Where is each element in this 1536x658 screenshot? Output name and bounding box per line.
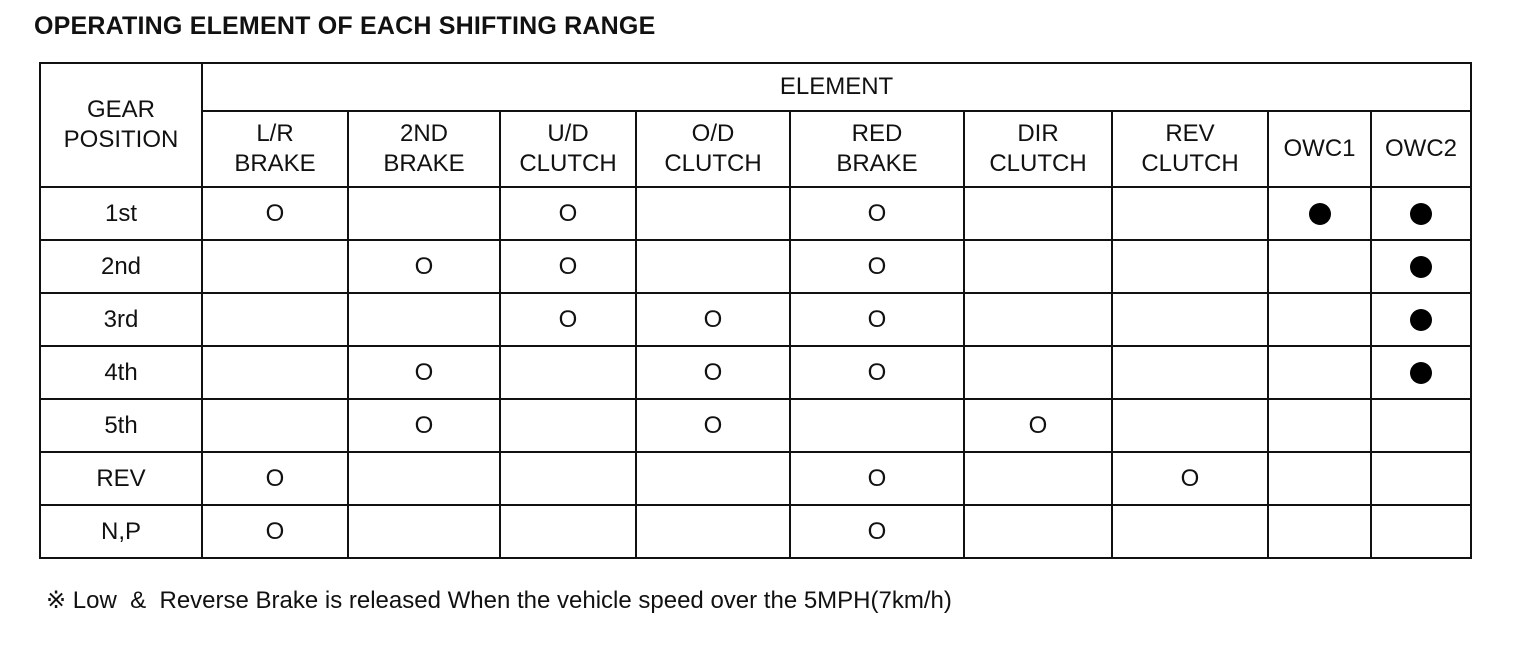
element-cell: [636, 452, 790, 505]
filled-circle-mark: [1410, 362, 1432, 384]
element-cell: [500, 187, 636, 240]
table-row: [40, 505, 1471, 558]
column-header: [348, 111, 500, 187]
table-row: [40, 399, 1471, 452]
element-cell: [202, 240, 348, 293]
gear-cell: 1st: [40, 187, 202, 240]
element-cell: [636, 399, 790, 452]
element-cell: [1112, 293, 1268, 346]
element-cell: [1268, 346, 1371, 399]
engaged-mark: O: [867, 358, 887, 386]
column-header: [1112, 111, 1268, 187]
element-cell: [500, 505, 636, 558]
column-header-line1: 2ND: [399, 120, 448, 147]
element-cell: [348, 452, 500, 505]
engaged-mark: O: [867, 199, 887, 227]
element-cell: [202, 187, 348, 240]
column-header: [500, 111, 636, 187]
element-cell: [790, 346, 964, 399]
column-header-line2: BRAKE: [234, 150, 316, 177]
filled-circle-mark: [1410, 309, 1432, 331]
element-cell: [790, 293, 964, 346]
column-header-line1: O/D: [691, 120, 735, 147]
engaged-mark: O: [414, 358, 434, 386]
gear-cell: N,P: [40, 505, 202, 558]
engaged-mark: O: [703, 411, 723, 439]
element-cell: [348, 293, 500, 346]
element-cell: [1371, 452, 1471, 505]
element-cell: [1371, 505, 1471, 558]
engaged-mark: O: [703, 305, 723, 333]
column-header-line1: DIR: [1017, 120, 1059, 147]
column-header-line1: OWC1: [1283, 135, 1356, 162]
element-cell: [1112, 187, 1268, 240]
element-cell: [1371, 293, 1471, 346]
element-cell: [500, 399, 636, 452]
column-header: [636, 111, 790, 187]
element-cell: [1112, 346, 1268, 399]
column-header-line1: U/D: [547, 120, 589, 147]
column-header-line2: BRAKE: [383, 150, 465, 177]
engaged-mark: O: [265, 464, 285, 492]
element-cell: [1371, 240, 1471, 293]
element-cell: [1268, 187, 1371, 240]
engaged-mark: O: [867, 305, 887, 333]
element-cell: [636, 240, 790, 293]
element-cell: [636, 187, 790, 240]
column-header-line2: BRAKE: [836, 150, 918, 177]
element-cell: [202, 293, 348, 346]
element-cell: [964, 505, 1112, 558]
element-cell: [202, 346, 348, 399]
element-cell: [964, 399, 1112, 452]
table-row: [40, 346, 1471, 399]
element-cell: [500, 240, 636, 293]
element-cell: [202, 399, 348, 452]
gear-cell: 4th: [40, 346, 202, 399]
element-cell: [636, 505, 790, 558]
filled-circle-mark: [1410, 203, 1432, 225]
element-cell: [202, 505, 348, 558]
column-header-line1: OWC2: [1385, 135, 1458, 162]
element-cell: [790, 240, 964, 293]
gear-cell: 2nd: [40, 240, 202, 293]
column-header: [1268, 111, 1371, 187]
gear-cell: 5th: [40, 399, 202, 452]
engaged-mark: O: [867, 517, 887, 545]
column-header-line2: CLUTCH: [1141, 150, 1239, 177]
column-header-line2: CLUTCH: [519, 150, 617, 177]
engaged-mark: O: [558, 305, 578, 333]
element-cell: [348, 240, 500, 293]
footnote: ※ Low & Reverse Brake is released When the vehicle speed over the 5MPH(7km/h): [46, 587, 952, 614]
column-header-line1: RED: [851, 120, 903, 147]
engaged-mark: O: [265, 199, 285, 227]
column-header-line1: L/R: [256, 120, 294, 147]
column-header: [964, 111, 1112, 187]
engaged-mark: O: [1180, 464, 1200, 492]
filled-circle-mark: [1309, 203, 1331, 225]
element-cell: [964, 240, 1112, 293]
element-cell: [1371, 187, 1471, 240]
element-cell: [1268, 505, 1371, 558]
element-cell: [500, 452, 636, 505]
element-cell: [1268, 293, 1371, 346]
engaged-mark: O: [265, 517, 285, 545]
element-cell: [790, 187, 964, 240]
element-cell: [1112, 399, 1268, 452]
element-cell: [500, 346, 636, 399]
element-cell: [1268, 399, 1371, 452]
table-row: [40, 187, 1471, 240]
engaged-mark: O: [1028, 411, 1048, 439]
element-cell: [348, 505, 500, 558]
column-header-line1: REV: [1165, 120, 1215, 147]
element-cell: [1268, 240, 1371, 293]
table-row: [40, 293, 1471, 346]
element-cell: [964, 293, 1112, 346]
element-cell: [1112, 240, 1268, 293]
element-cell: [790, 399, 964, 452]
element-cell: [964, 346, 1112, 399]
engaged-mark: O: [558, 199, 578, 227]
element-cell: [964, 187, 1112, 240]
filled-circle-mark: [1410, 256, 1432, 278]
element-cell: [1371, 346, 1471, 399]
element-cell: [1371, 399, 1471, 452]
gear-cell: REV: [40, 452, 202, 505]
element-cell: [348, 187, 500, 240]
element-cell: [1112, 505, 1268, 558]
engaged-mark: O: [867, 464, 887, 492]
engaged-mark: O: [867, 252, 887, 280]
gear-cell: 3rd: [40, 293, 202, 346]
engaged-mark: O: [414, 411, 434, 439]
column-header: [1371, 111, 1471, 187]
element-cell: [790, 505, 964, 558]
element-cell: [964, 452, 1112, 505]
element-cell: [202, 452, 348, 505]
element-cell: [348, 399, 500, 452]
element-cell: [348, 346, 500, 399]
engaged-mark: O: [414, 252, 434, 280]
column-header: [790, 111, 964, 187]
table-row: [40, 452, 1471, 505]
column-header: [202, 111, 348, 187]
element-cell: [500, 293, 636, 346]
element-cell: [636, 293, 790, 346]
element-cell: [636, 346, 790, 399]
table-row: [40, 240, 1471, 293]
element-group-header: ELEMENT: [202, 63, 1471, 111]
shift-element-table: [39, 62, 1472, 559]
element-cell: [1112, 452, 1268, 505]
gear-position-header: GEAR POSITION: [40, 63, 202, 187]
column-header-line2: CLUTCH: [664, 150, 762, 177]
element-cell: [1268, 452, 1371, 505]
engaged-mark: O: [558, 252, 578, 280]
engaged-mark: O: [703, 358, 723, 386]
element-cell: [790, 452, 964, 505]
column-header-line2: CLUTCH: [989, 150, 1087, 177]
page-title: OPERATING ELEMENT OF EACH SHIFTING RANGE: [34, 12, 656, 40]
